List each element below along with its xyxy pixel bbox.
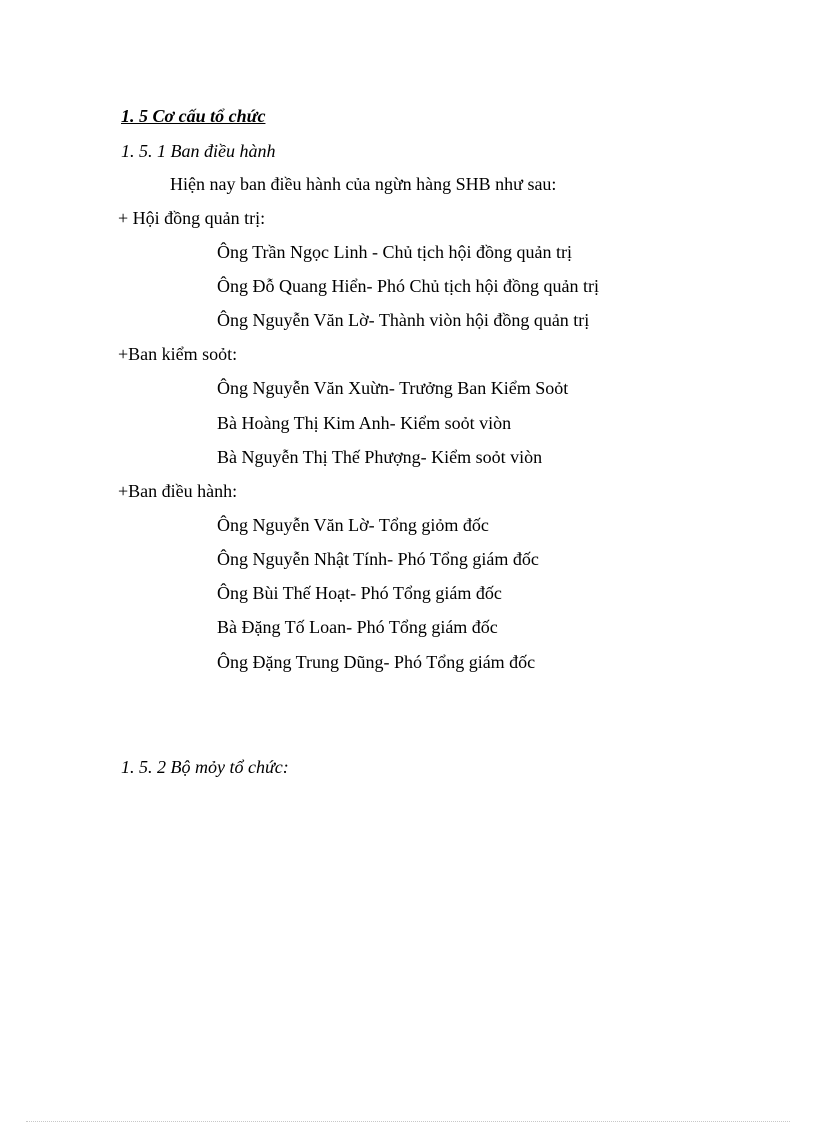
section-title: 1. 5 Cơ cấu tổ chức bbox=[121, 106, 266, 126]
list-item: Ông Nguyễn Văn Xuừn- Trưởng Ban Kiểm Soỏt bbox=[217, 378, 569, 398]
list-item: Ông Đặng Trung Dũng- Phó Tổng giám đốc bbox=[217, 652, 536, 672]
page-bottom-divider bbox=[26, 1121, 790, 1122]
executive-board-heading: +Ban điều hành: bbox=[118, 481, 238, 501]
list-item: Ông Nguyễn Văn Lờ- Tổng giỏm đốc bbox=[217, 515, 489, 535]
list-item: Bà Hoàng Thị Kim Anh- Kiểm soỏt viòn bbox=[217, 413, 512, 433]
supervisory-board-heading: +Ban kiểm soỏt: bbox=[118, 344, 238, 364]
board-of-directors-heading: + Hội đồng quản trị: bbox=[118, 208, 266, 228]
list-item: Ông Bùi Thế Hoạt- Phó Tổng giám đốc bbox=[217, 583, 502, 603]
subsection-title-bo-may-to-chuc: 1. 5. 2 Bộ mỏy tổ chức: bbox=[121, 757, 289, 777]
list-item: Ông Đỗ Quang Hiển- Phó Chủ tịch hội đồng quản trị bbox=[217, 276, 599, 296]
list-item: Ông Nguyễn Nhật Tính- Phó Tổng giám đốc bbox=[217, 549, 539, 569]
intro-paragraph: Hiện nay ban điều hành của ngừn hàng SHB như sau: bbox=[170, 174, 557, 194]
subsection-title-ban-dieu-hanh: 1. 5. 1 Ban điều hành bbox=[121, 141, 276, 161]
list-item: Bà Nguyễn Thị Thế Phượng- Kiểm soỏt viòn bbox=[217, 447, 543, 467]
list-item: Ông Trần Ngọc Linh - Chủ tịch hội đồng quản trị bbox=[217, 242, 572, 262]
list-item: Ông Nguyễn Văn Lờ- Thành viòn hội đồng quản trị bbox=[217, 310, 590, 330]
list-item: Bà Đặng Tố Loan- Phó Tổng giám đốc bbox=[217, 617, 498, 637]
